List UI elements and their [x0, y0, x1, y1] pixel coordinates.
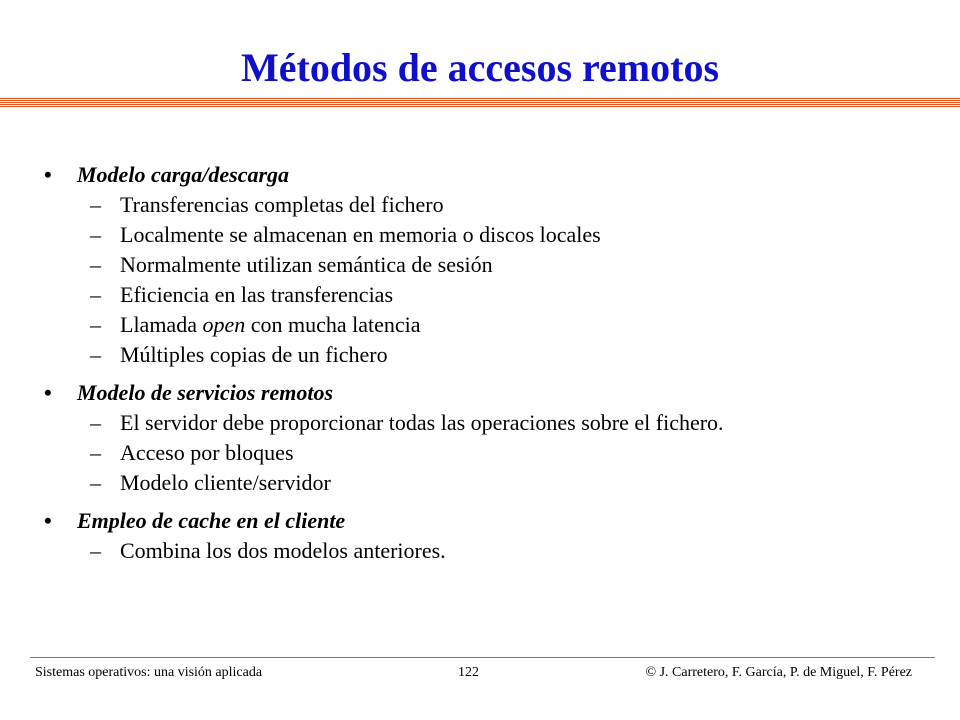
footer-book-title: Sistemas operativos: una visión aplicada [35, 665, 263, 680]
footer-divider [30, 657, 935, 658]
sub-item [44, 340, 944, 370]
bullet-item [44, 160, 944, 190]
sub-item-text-italic: open [202, 312, 246, 337]
sub-item-text [120, 310, 421, 340]
dash-icon: – [90, 192, 101, 217]
title-divider [0, 98, 960, 108]
slide-title: Métodos de accesos remotos [240, 45, 720, 90]
sub-item-text-after: con mucha latencia [245, 312, 421, 337]
sub-item-text: Modelo cliente/servidor [120, 470, 331, 495]
sub-item-text: El servidor debe proporcionar todas las operaciones sobre el fichero. [120, 410, 724, 435]
sub-item [44, 280, 944, 310]
sub-item [44, 536, 944, 566]
slide-content [44, 160, 944, 574]
sub-item [44, 468, 944, 498]
sub-item-text: Transferencias completas del fichero [120, 192, 444, 217]
sub-item-text: Localmente se almacenan en memoria o discos locales [120, 222, 601, 247]
sub-item-text: Acceso por bloques [120, 440, 294, 465]
bullet-icon: • [44, 508, 52, 533]
dash-icon: – [90, 222, 101, 247]
bullet-icon: • [44, 380, 52, 405]
bullet-heading: Empleo de cache en el cliente [77, 508, 346, 533]
section-servicios-remotos [44, 378, 944, 498]
bullet-icon: • [44, 162, 52, 187]
dash-icon: – [90, 440, 101, 465]
sub-item-text: Eficiencia en las transferencias [120, 282, 394, 307]
sub-item [44, 250, 944, 280]
dash-icon: – [90, 342, 101, 367]
bullet-item [44, 506, 944, 536]
sub-item [44, 438, 944, 468]
footer-copyright: © J. Carretero, F. García, P. de Miguel, F. Pérez [645, 665, 912, 680]
dash-icon: – [90, 252, 101, 277]
sub-item [44, 220, 944, 250]
sub-item [44, 190, 944, 220]
sub-item-text: Múltiples copias de un fichero [120, 342, 388, 367]
bullet-heading: Modelo de servicios remotos [77, 380, 334, 405]
sub-item-text: Combina los dos modelos anteriores. [120, 538, 446, 563]
dash-icon: – [90, 410, 101, 435]
sub-item [44, 310, 944, 340]
bullet-item [44, 378, 944, 408]
dash-icon: – [90, 538, 101, 563]
dash-icon: – [90, 470, 101, 495]
sub-item [44, 408, 944, 438]
sub-item-text-before: Llamada [120, 312, 203, 337]
footer-page-number: 122 [458, 665, 479, 680]
bullet-heading: Modelo carga/descarga [77, 162, 290, 187]
sub-item-text: Normalmente utilizan semántica de sesión [120, 252, 493, 277]
section-cache-cliente [44, 506, 944, 566]
dash-icon: – [90, 282, 101, 307]
dash-icon: – [90, 312, 101, 337]
section-carga-descarga [44, 160, 944, 370]
